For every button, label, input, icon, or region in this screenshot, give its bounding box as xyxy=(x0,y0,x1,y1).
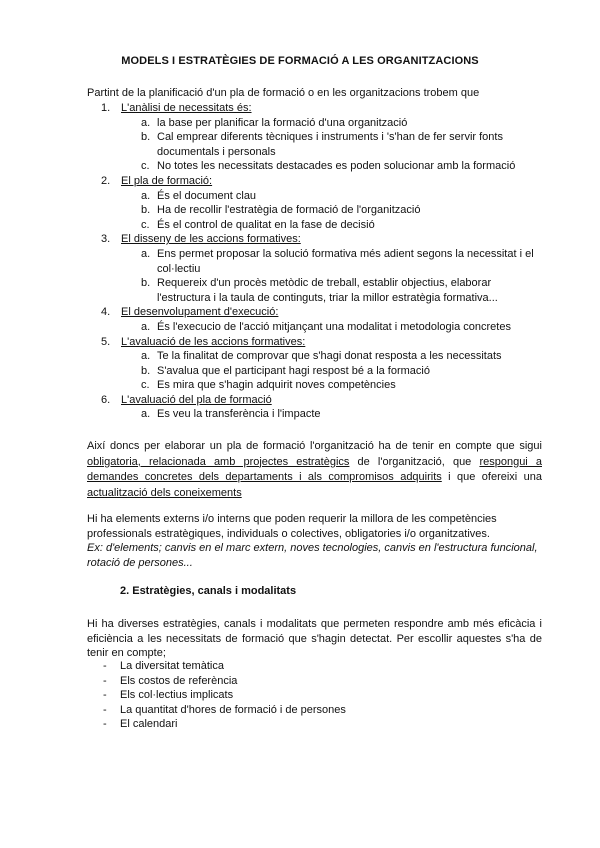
sub-list xyxy=(121,320,547,335)
sub-list xyxy=(121,189,547,233)
sub-text: Es mira que s'hagin adquirit noves competències xyxy=(157,379,396,392)
sub-letter: a. xyxy=(141,247,151,260)
sub-list xyxy=(121,407,547,422)
sub-letter: a. xyxy=(141,350,151,363)
sub-list-item xyxy=(121,320,547,335)
list-heading: L'anàlisi de necessitats és: xyxy=(121,102,252,114)
sub-letter: b. xyxy=(141,204,151,217)
list-heading: El desenvolupament d'execució: xyxy=(121,306,279,319)
list-text: La quantitat d'hores de formació i de persones xyxy=(120,703,346,716)
list-item: - La diversitat temàtica xyxy=(103,660,224,672)
sub-text: Cal emprear diferents tècniques i instruments i 's'han de fer servir fonts documentals i personals xyxy=(157,131,503,158)
sub-list-item xyxy=(121,189,547,204)
sub-list-item xyxy=(121,159,547,174)
list-number: 4. xyxy=(101,306,111,319)
sub-text: la base per planificar la formació d'una organització xyxy=(157,116,408,129)
sub-list-item xyxy=(121,407,547,422)
list-item: - La quantitat d'hores de formació i de persones xyxy=(103,703,346,716)
list-number: 6. xyxy=(101,393,111,406)
sub-text: S'avalua que el participant hagi respost bé a la formació xyxy=(157,364,430,377)
list-item xyxy=(87,101,547,174)
requirements-paragraph xyxy=(87,439,542,501)
strategies-paragraph: Hi ha diverses estratègies, canals i modalitats que permeten respondre amb més eficàcia i eficiència a les necessitats de formació que s'hagin detectat. Per escollir aquestes s'ha de tenir en compte; xyxy=(87,618,542,659)
list-number: 2. xyxy=(101,174,111,187)
list-item xyxy=(87,305,547,334)
underlined-text: respongui a demandes concretes dels departaments i als compromisos adquirits xyxy=(87,455,542,483)
sub-text: És el control de qualitat en la fase de decisió xyxy=(157,218,375,231)
sub-letter: a. xyxy=(141,116,151,129)
list-heading: L'avaluació del pla de formació xyxy=(121,393,272,406)
sub-letter: a. xyxy=(141,408,151,421)
sub-list-item xyxy=(121,364,547,379)
sub-text: Ens permet proposar la solució formativa més adient segons la necessitat i el col·lectiu xyxy=(157,247,534,275)
sub-text: Es veu la transferència i l'impacte xyxy=(157,408,321,421)
intro-paragraph: Partint de la planificació d'un pla de formació o en les organitzacions trobem que xyxy=(87,87,480,99)
sub-text: No totes les necessitats destacades es poden solucionar amb la formació xyxy=(157,160,516,173)
paragraph-text: i que ofereixi una xyxy=(441,471,542,483)
sub-text: És l'execucio de l'acció mitjançant una modalitat i metodologia concretes xyxy=(157,320,511,333)
paragraph-text: Així doncs per elaborar un pla de formació l'organització ha de tenir en compte que sigui xyxy=(87,440,542,452)
sub-letter: c. xyxy=(141,379,150,392)
sub-list-item xyxy=(121,378,547,393)
sub-letter: b. xyxy=(141,131,151,144)
list-item xyxy=(87,232,547,305)
list-item: - El calendari xyxy=(103,718,178,730)
sub-list-item xyxy=(121,349,547,364)
elements-paragraph xyxy=(87,512,547,570)
sub-list xyxy=(121,349,547,393)
planning-steps-list xyxy=(87,101,547,422)
underlined-text: obligatoria, relacionada amb projectes estratègics xyxy=(87,455,350,468)
list-number: 3. xyxy=(101,233,111,246)
sub-list-item xyxy=(121,116,547,131)
list-heading: El disseny de les accions formatives: xyxy=(121,233,301,246)
paragraph-text: de l'organització, que xyxy=(349,455,480,468)
sub-text: Ha de recollir l'estratègia de formació de l'organització xyxy=(157,204,421,217)
list-item: - Els col·lectius implicats xyxy=(103,689,234,701)
list-text: Els costos de referència xyxy=(120,674,238,687)
list-item xyxy=(87,393,547,422)
list-number: 1. xyxy=(101,102,111,114)
sub-text: Te la finalitat de comprovar que s'hagi donat resposta a les necessitats xyxy=(157,350,502,363)
sub-list xyxy=(121,116,547,174)
list-heading: El pla de formació: xyxy=(121,174,213,187)
sub-text: Requereix d'un procès metòdic de treball, establir objectius, elaborar l'estructura i la taula de continguts, triar la millor estratègia formativa... xyxy=(157,277,498,304)
sub-list-item xyxy=(121,218,547,233)
sub-list-item xyxy=(121,247,547,276)
sub-letter: b. xyxy=(141,277,151,290)
list-text: Els col·lectius implicats xyxy=(120,689,234,701)
sub-letter: b. xyxy=(141,364,151,377)
underlined-text: actualització dels coneixements xyxy=(87,486,242,499)
sub-text: És el document clau xyxy=(157,189,257,202)
list-number: 5. xyxy=(101,335,111,348)
document-title: MODELS I ESTRATÈGIES DE FORMACIÓ A LES ORGANITZACIONS xyxy=(121,55,479,67)
sub-letter: a. xyxy=(141,320,151,333)
sub-letter: a. xyxy=(141,189,151,202)
criteria-list xyxy=(87,659,547,732)
sub-list-item xyxy=(121,130,547,159)
paragraph-text: Hi ha elements externs i/o interns que poden requerir la millora de les competències professionals estratègiques, individuals o colectives, obligatories i/o organitzatives. xyxy=(87,513,497,540)
list-item: - Els costos de referència xyxy=(103,674,238,687)
list-text: El calendari xyxy=(120,718,178,730)
section-title: 2. Estratègies, canals i modalitats xyxy=(120,585,297,597)
list-item xyxy=(87,174,547,232)
list-text: La diversitat temàtica xyxy=(120,660,224,672)
sub-list xyxy=(121,247,547,305)
list-heading: L'avaluació de les accions formatives: xyxy=(121,335,306,348)
sub-list-item xyxy=(121,203,547,218)
sub-letter: c. xyxy=(141,218,150,231)
example-text: Ex: d'elements; canvis en el marc extern, noves tecnologies, canvis en l'estructura funcional, rotació de persones... xyxy=(87,542,538,569)
sub-list-item xyxy=(121,276,547,305)
sub-letter: c. xyxy=(141,160,150,173)
list-item xyxy=(87,335,547,393)
